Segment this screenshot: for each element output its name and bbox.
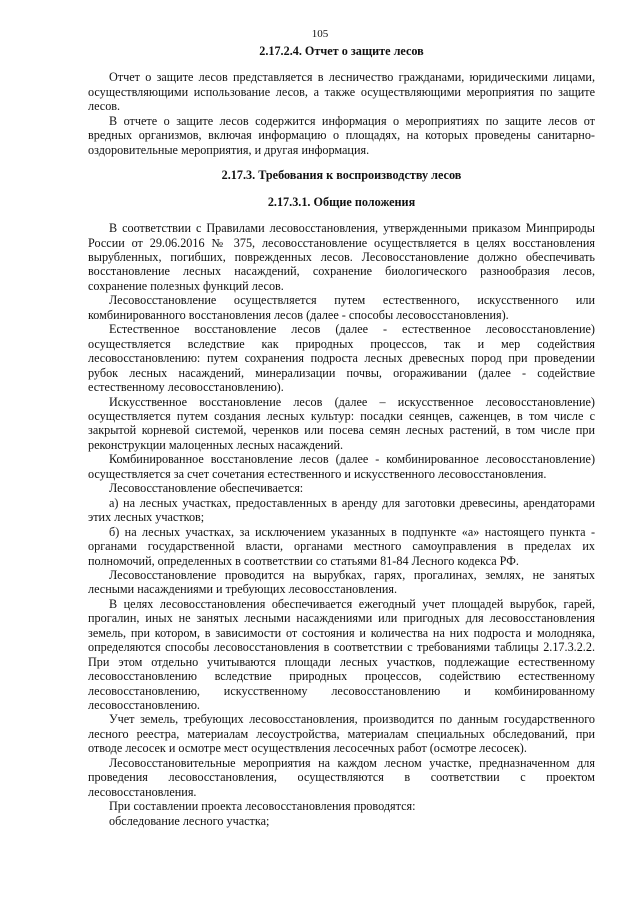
list-item-b: б) на лесных участках, за исключением указанных в подпункте «а» настоящего пункта - органами государственной власти, органами местного самоуправления в пределах их полномочий, определенных в соответствии со статьями 81-84 Лесного кодекса РФ. [88, 524, 595, 568]
paragraph: обследование лесного участка; [109, 813, 270, 828]
paragraph: В соответствии с Правилами лесовосстановления, утвержденными приказом Минприроды России от 29.06.2016 № 375, лесовосстановление осуществляется в целях восстановления вырубленных, погибших, поврежденных лесов. Лесовосстановление должно обеспечивать восстановление лесных насаждений, сохранение биологического разнообразия лесов, сохранение полезных функций лесов. [88, 221, 595, 293]
paragraph: Комбинированное восстановление лесов (далее - комбинированное лесовосстановление) осуществляется за счет сочетания естественного и искусственного лесовосстановления. [88, 452, 595, 481]
paragraph: Лесовосстановление обеспечивается: [109, 481, 304, 496]
page-number: 105 [311, 28, 329, 40]
list-item-a: а) на лесных участках, предоставленных в аренду для заготовки древесины, арендаторами этих лесных участков; [88, 495, 595, 525]
paragraph: При составлении проекта лесовосстановления проводятся: [109, 799, 416, 814]
section-heading-forest-protection-report: 2.17.2.4. Отчет о защите лесов [259, 44, 424, 58]
paragraph: Лесовосстановление осуществляется путем естественного, искусственного или комбинированного восстановления лесов (далее - способы лесовосстановления). [88, 293, 595, 322]
paragraph: Отчет о защите лесов представляется в лесничество гражданами, юридическими лицами, осуществляющими использование лесов, а также осуществляющими мероприятия по защите лесов. [88, 70, 595, 114]
paragraph: Естественное восстановление лесов (далее - естественное лесовосстановление) осуществляется вследствие как природных процессов, так и мер содействия лесовосстановлению: путем сохранения подроста лесных древесных пород при проведении рубок лесных насаждений, минерализации почвы, огораживании (далее - содействие естественному лесовосстановлению). [88, 322, 595, 395]
subsection-heading-general-provisions: 2.17.3.1. Общие положения [267, 194, 416, 209]
paragraph: Лесовосстановление проводится на вырубках, гарях, прогалинах, землях, не занятых лесными насаждениями и требующих лесовосстановления. [88, 567, 595, 597]
paragraph: Учет земель, требующих лесовосстановления, производится по данным государственного лесного реестра, материалам лесоустройства, материалам специальных обследований, при отводе лесосек и осмотре мест осуществления лесосечных работ (осмотре лесосек). [88, 712, 595, 756]
paragraph: В целях лесовосстановления обеспечивается ежегодный учет площадей вырубок, гарей, прогалин, иных не занятых лесными насаждениями или пригодных для лесовосстановления земель, при котором, в зависимости от состояния и количества на них подроста и молодняка, определяются способы лесовосстановления в соответствии с требованиями таблицы 2.17.3.2.2. При этом отдельно учитываются площади лесных участков, подлежащие естественному лесовосстановлению вследствие природных процессов, содействию естественному лесовосстановлению, искусственному лесовосстановлению и комбинированному лесовосстановлению. [88, 596, 595, 713]
paragraph: В отчете о защите лесов содержится информация о мероприятиях по защите лесов от вредных организмов, включая информацию о площадях, на которых проведены санитарно-оздоровительные мероприятия, и другая информация. [88, 113, 595, 157]
section-heading-reforestation-requirements: 2.17.3. Требования к воспроизводству лесов [221, 168, 462, 183]
page-content [88, 44, 595, 828]
paragraph: Лесовосстановительные мероприятия на каждом лесном участке, предназначенном для проведения лесовосстановления, осуществляются в соответствии с проектом лесовосстановления. [88, 755, 595, 799]
paragraph: Искусственное восстановление лесов (далее – искусственное лесовосстановление) осуществляется путем создания лесных культур: посадки сеянцев, саженцев, в том числе с закрытой корневой системой, черенков или посева семян лесных растений, в том числе при реконструкции малоценных лесных насаждений. [88, 394, 595, 452]
